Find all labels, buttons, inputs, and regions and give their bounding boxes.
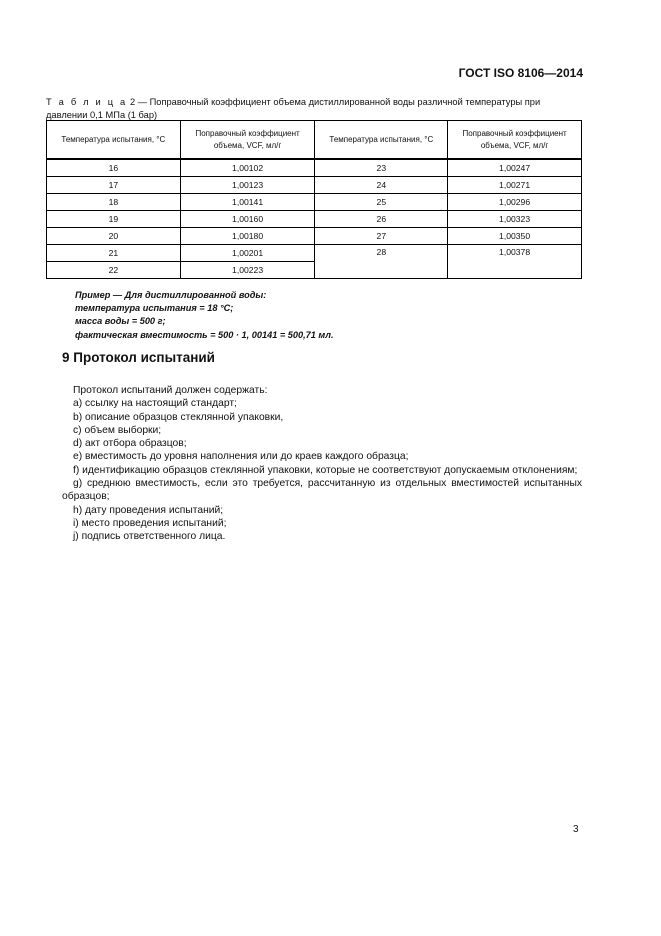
cell: 1,00350 bbox=[448, 228, 582, 245]
cell: 1,00247 bbox=[448, 159, 582, 177]
cell: 18 bbox=[47, 194, 181, 211]
table-caption bbox=[46, 96, 582, 122]
list-item: b) описание образцов стеклянной упаковки, bbox=[73, 411, 284, 423]
cell: 1,00223 bbox=[180, 262, 315, 279]
cell: 28 bbox=[315, 245, 448, 279]
table-caption-text: 2 — Поправочный коэффициент объема дистиллированной воды различной температуры при давлении 0,1 МПа (1 бар) bbox=[46, 97, 541, 120]
cell: 1,00201 bbox=[180, 245, 315, 262]
cell: 25 bbox=[315, 194, 448, 211]
header-temp-2: Температура испытания, °С bbox=[315, 121, 448, 160]
list-item: c) объем выборки; bbox=[73, 424, 162, 436]
cell: 1,00160 bbox=[180, 211, 315, 228]
cell: 19 bbox=[47, 211, 181, 228]
list-item: d) акт отбора образцов; bbox=[73, 438, 187, 450]
section-intro: Протокол испытаний должен содержать: bbox=[73, 385, 268, 396]
cell: 24 bbox=[315, 177, 448, 194]
table-row bbox=[47, 159, 582, 177]
example-line: фактическая вместимость = 500 · 1, 00141 = 500,71 мл. bbox=[75, 329, 334, 340]
cell: 1,00123 bbox=[180, 177, 315, 194]
table-row bbox=[47, 177, 582, 194]
vcf-table bbox=[46, 120, 582, 279]
cell: 1,00180 bbox=[180, 228, 315, 245]
page-number: 3 bbox=[573, 824, 579, 835]
list-item: h) дату проведения испытаний; bbox=[73, 504, 224, 516]
cell: 1,00102 bbox=[180, 159, 315, 177]
header-vcf-2: Поправочный коэффициент объема, VCF, мл/г bbox=[448, 121, 582, 160]
list-item: j) подпись ответственного лица. bbox=[73, 531, 226, 543]
cell: 16 bbox=[47, 159, 181, 177]
cell: 22 bbox=[47, 262, 181, 279]
table-row bbox=[47, 228, 582, 245]
table-label: Т а б л и ц а bbox=[46, 97, 128, 107]
section-body bbox=[62, 384, 582, 544]
list-item: f) идентификацию образцов стеклянной упаковки, которые не соответствуют допускаемым отклонениям; bbox=[73, 464, 578, 476]
cell: 1,00378 bbox=[448, 245, 582, 279]
table-row bbox=[47, 194, 582, 211]
table-row bbox=[47, 211, 582, 228]
cell: 23 bbox=[315, 159, 448, 177]
cell: 1,00296 bbox=[448, 194, 582, 211]
document-id: ГОСТ ISO 8106—2014 bbox=[458, 66, 583, 80]
example-title: Пример — Для дистиллированной воды: bbox=[75, 290, 267, 300]
section-heading: 9 Протокол испытаний bbox=[62, 350, 215, 365]
example-line: температура испытания = 18 °С; bbox=[75, 303, 234, 314]
list-item: a) ссылку на настоящий стандарт; bbox=[73, 398, 237, 410]
list-item: i) место проведения испытаний; bbox=[73, 517, 227, 529]
example-block bbox=[75, 289, 334, 342]
header-temp-1: Температура испытания, °С bbox=[47, 121, 181, 160]
cell: 1,00323 bbox=[448, 211, 582, 228]
list-item: g) среднюю вместимость, если это требуется, рассчитанную из отдельных вместимостей испытанных образцов; bbox=[62, 478, 582, 503]
cell: 21 bbox=[47, 245, 181, 262]
cell: 20 bbox=[47, 228, 181, 245]
cell: 17 bbox=[47, 177, 181, 194]
example-line: масса воды = 500 г; bbox=[75, 316, 166, 327]
cell: 27 bbox=[315, 228, 448, 245]
header-vcf-1: Поправочный коэффициент объема, VCF, мл/г bbox=[180, 121, 315, 160]
cell: 1,00141 bbox=[180, 194, 315, 211]
cell: 26 bbox=[315, 211, 448, 228]
table-header-row bbox=[47, 121, 582, 160]
table-row bbox=[47, 245, 582, 262]
list-item: e) вместимость до уровня наполнения или до краев каждого образца; bbox=[73, 451, 409, 463]
cell: 1,00271 bbox=[448, 177, 582, 194]
